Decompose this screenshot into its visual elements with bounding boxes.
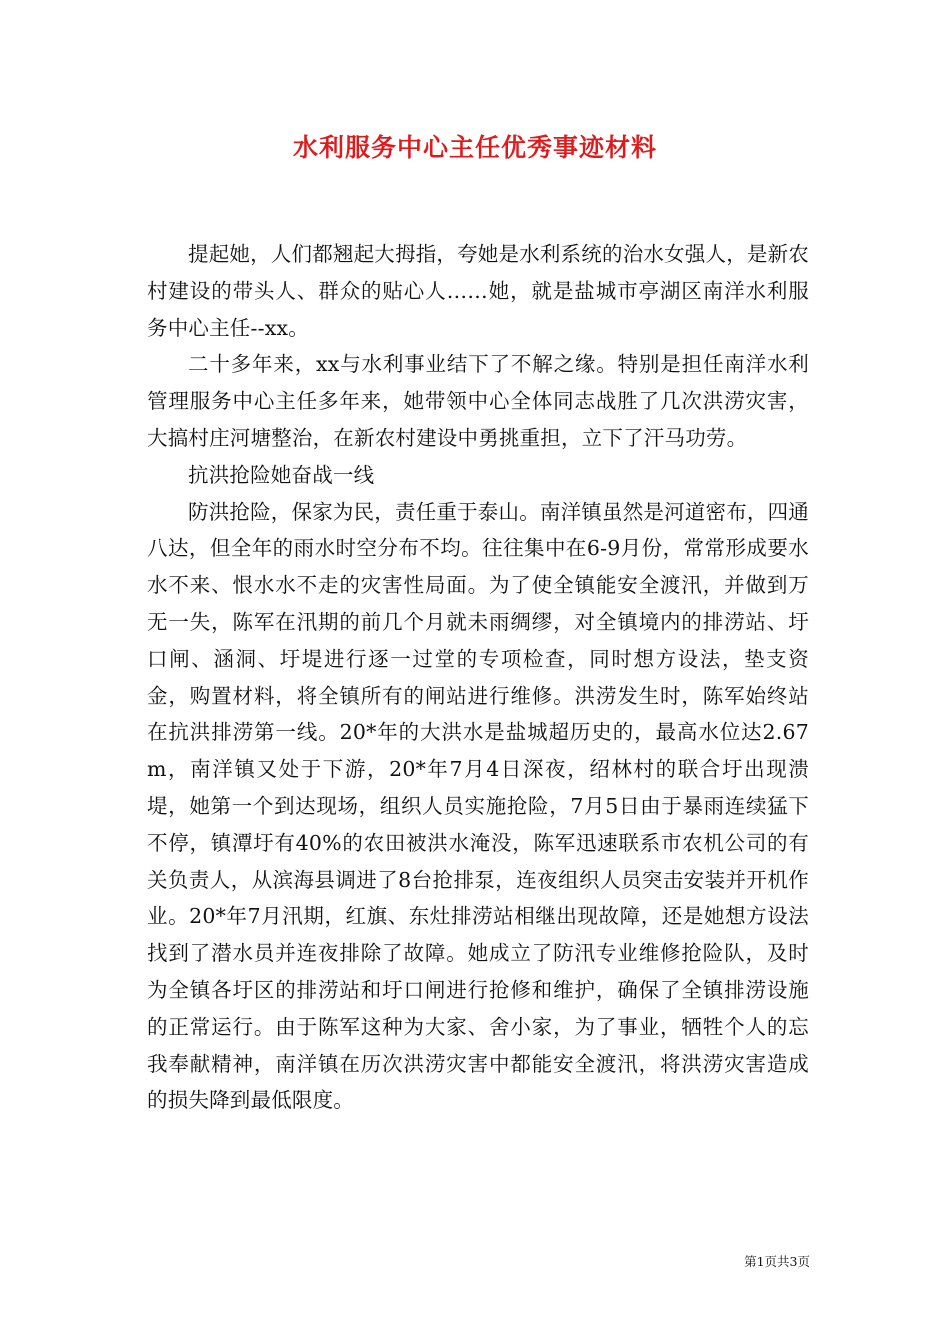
document-title: 水利服务中心主任优秀事迹材料	[292, 133, 657, 162]
section-heading-flood-fighting: 抗洪抢险她奋战一线	[188, 462, 375, 487]
paragraph-intro: 提起她，人们都翘起大拇指，夸她是水利系统的治水女强人，是新农村建设的带头人、群众的贴心人……她，就是盐城市亭湖区南洋水利服务中心主任--xx。	[147, 242, 809, 340]
paragraph-career: 二十多年来，xx与水利事业结下了不解之缘。特别是担任南洋水利管理服务中心主任多年来，她带领中心全体同志战胜了几次洪涝灾害，大搞村庄河塘整治，在新农村建设中勇挑重担，立下了汗马功劳。	[147, 352, 809, 450]
document-body	[147, 236, 809, 1119]
page-number-footer: 第1页共3页	[744, 1254, 810, 1269]
paragraph-flood-fighting: 防洪抢险，保家为民，责任重于泰山。南洋镇虽然是河道密布，四通八达，但全年的雨水时空分布不均。往往集中在6-9月份，常常形成要水水不来、恨水水不走的灾害性局面。为了使全镇能安全渡汛，并做到万无一失，陈军在汛期的前几个月就未雨绸缪，对全镇境内的排涝站、圩口闸、涵洞、圩堤进行逐一过堂的专项检查，同时想方设法，垫支资金，购置材料，将全镇所有的闸站进行维修。洪涝发生时，陈军始终站在抗洪排涝第一线。20*年的大洪水是盐城超历史的，最高水位达2.67m，南洋镇又处于下游，20*年7月4日深夜，绍林村的联合圩出现溃堤，她第一个到达现场，组织人员实施抢险，7月5日由于暴雨连续猛下不停，镇潭圩有40%的农田被洪水淹没，陈军迅速联系市农机公司的有关负责人，从滨海县调进了8台抢排泵，连夜组织人员突击安装并开机作业。20*年7月汛期，红旗、东灶排涝站相继出现故障，还是她想方设法找到了潜水员并连夜排除了故障。她成立了防汛专业维修抢险队，及时为全镇各圩区的排涝站和圩口闸进行抢修和维护，确保了全镇排涝设施的正常运行。由于陈军这种为大家、舍小家，为了事业，牺牲个人的忘我奉献精神，南洋镇在历次洪涝灾害中都能安全渡汛，将洪涝灾害造成的损失降到最低限度。	[147, 499, 809, 1113]
